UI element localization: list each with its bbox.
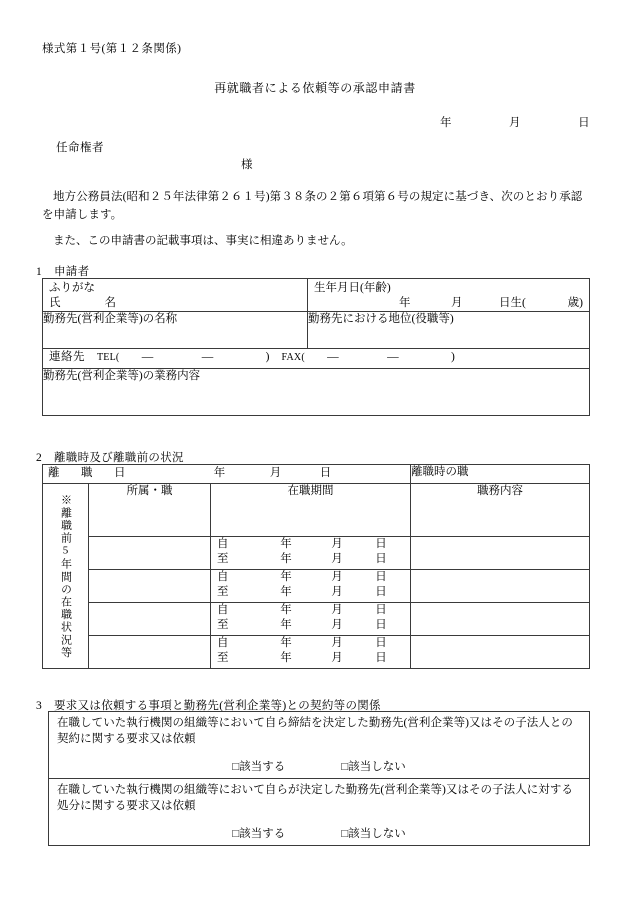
applicant-name-cell[interactable] [43,279,308,312]
from-day-label: 日 [375,604,387,616]
to-day-label: 日 [375,652,387,664]
from-month-label: 月 [331,604,343,616]
from-month-label: 月 [331,571,343,583]
page-title: 再就職者による依頼等の承認申請書 [214,81,416,95]
to-label: 至 [217,619,229,631]
col-header-affiliation: 所属・職 [89,484,211,537]
vertical-label-cell [43,484,89,669]
from-day-label: 日 [375,571,387,583]
section3-title: 要求又は依頼する事項と勤務先(営利企業等)との契約等の関係 [54,700,381,712]
dob-label: 生年月日(年齢) [314,282,391,294]
from-label: 自 [217,604,229,616]
period-cell[interactable] [211,603,411,636]
col-header-duties: 職務内容 [411,484,590,537]
tel-label: TEL( [97,352,120,363]
checkbox-applicable[interactable]: □該当する [232,761,286,773]
period-to-row [211,552,410,567]
leave-date-fields [43,465,410,481]
section2-heading [36,449,184,465]
dob-fields [308,296,589,311]
submission-date-line [440,114,590,130]
appointer-label: 任命権者 [56,142,104,154]
from-day-label: 日 [375,538,387,550]
applicant-dob-cell[interactable] [308,279,590,312]
date-month-label: 月 [509,117,521,129]
table-row [43,484,590,537]
from-year-label: 年 [280,604,292,616]
dob-day-label: 日生( [499,297,526,309]
contract-clause-cell-2 [49,779,590,846]
period-from-row [211,636,410,651]
clause-text: 在職していた執行機関の組織等において自ら締結を決定した勤務先(営利企業等)又はその子法人との契約に関する要求又は依頼 [57,717,573,745]
to-label: 至 [217,652,229,664]
period-from-row [211,603,410,618]
to-month-label: 月 [331,586,343,598]
to-year-label: 年 [280,586,292,598]
affiliation-cell[interactable] [89,603,211,636]
period-to-row [211,585,410,600]
section1-title: 申請者 [54,266,90,278]
workplace-position-cell[interactable]: 勤務先における地位(役職等) [308,312,590,349]
from-label: 自 [217,637,229,649]
checkbox-not-applicable[interactable]: □該当しない [341,828,406,840]
table-row [43,369,590,416]
period-to-row [211,651,410,666]
to-year-label: 年 [280,619,292,631]
leave-year-label: 年 [213,467,226,479]
contract-clause-cell-1 [49,712,590,779]
contact-cell[interactable] [43,349,590,369]
to-label: 至 [217,586,229,598]
duties-cell[interactable] [411,603,590,636]
to-year-label: 年 [280,652,292,664]
tel-dash-1: ― [141,351,154,363]
to-month-label: 月 [331,553,343,565]
table-row [43,636,590,669]
furigana-label: ふりがな [49,282,95,294]
applicant-table [42,278,590,416]
truth-statement-paragraph: また、この申請書の記載事項は、事実に相違ありません。 [53,235,353,247]
period-from-row [211,537,410,552]
duties-cell[interactable] [411,537,590,570]
fax-label: FAX( [281,352,305,363]
table-row [43,537,590,570]
dob-year-label: 年 [399,297,411,309]
contact-label: 連絡先 [49,351,85,363]
tel-dash-2: ― [201,351,214,363]
from-day-label: 日 [375,637,387,649]
period-cell[interactable] [211,537,411,570]
affiliation-cell[interactable] [89,570,211,603]
form-number: 様式第１号(第１２条関係) [42,43,182,55]
checkbox-not-applicable[interactable]: □該当しない [341,761,406,773]
period-to-row [211,618,410,633]
section2-number: 2 [36,452,43,464]
section1-heading [36,263,89,279]
from-year-label: 年 [280,637,292,649]
legal-basis-paragraph [42,188,590,224]
from-label: 自 [217,538,229,550]
col-header-period: 在職期間 [211,484,411,537]
fax-dash-1: ― [327,351,339,363]
duties-cell[interactable] [411,570,590,603]
business-content-cell[interactable]: 勤務先(営利企業等)の業務内容 [43,369,590,416]
clause-text: 在職していた執行機関の組織等において自らが決定した勤務先(営利企業等)又はその子法人に対する処分に関する要求又は依頼 [57,784,573,812]
section1-number: 1 [36,266,43,278]
clause-checkbox-group [49,760,589,775]
table-row [43,349,590,369]
section3-number: 3 [36,700,43,712]
date-day-label: 日 [578,117,590,129]
period-from-row [211,570,410,585]
name-label: 氏 名 [49,297,123,309]
table-row [43,312,590,349]
legal-basis-text: 地方公務員法(昭和２５年法律第２６１号)第３８条の２第６項第６号の規定に基づき、次のとおり承認を申請します。 [42,191,583,221]
clause-checkbox-group [49,827,589,842]
to-day-label: 日 [375,586,387,598]
fax-dash-2: ― [387,351,399,363]
date-year-label: 年 [440,117,452,129]
leave-position-cell[interactable]: 離職時の職 [411,465,590,484]
checkbox-applicable[interactable]: □該当する [232,828,286,840]
dob-month-label: 月 [451,297,463,309]
period-cell[interactable] [211,570,411,603]
leave-date-label: 離 職 日 [48,467,131,479]
dob-age-label: 歳) [567,297,583,309]
table-row [43,570,590,603]
table-row [43,279,590,312]
period-cell[interactable] [211,636,411,669]
affiliation-cell[interactable] [89,636,211,669]
appointer-honorific: 様 [241,159,253,171]
contract-relation-table [48,711,590,846]
leave-status-table [42,464,590,669]
leave-month-label: 月 [269,467,282,479]
to-day-label: 日 [375,553,387,565]
from-year-label: 年 [280,571,292,583]
table-row [49,712,590,779]
to-month-label: 月 [331,619,343,631]
leave-day-label: 日 [319,467,332,479]
table-row [49,779,590,846]
tel-paren-close: ) [265,351,270,363]
to-day-label: 日 [375,619,387,631]
from-month-label: 月 [331,637,343,649]
from-label: 自 [217,571,229,583]
section2-title: 離職時及び離職前の状況 [54,452,184,464]
table-row [43,465,590,484]
to-month-label: 月 [331,652,343,664]
affiliation-cell[interactable] [89,537,211,570]
fax-paren-close: ) [451,351,455,363]
table-row [43,603,590,636]
to-label: 至 [217,553,229,565]
contact-fields [43,349,589,365]
duties-cell[interactable] [411,636,590,669]
vertical-label-text: ※離職前5年間の在職状況等 [59,493,72,659]
to-year-label: 年 [280,553,292,565]
leave-date-cell[interactable] [43,465,411,484]
from-year-label: 年 [280,538,292,550]
from-month-label: 月 [331,538,343,550]
workplace-name-cell[interactable]: 勤務先(営利企業等)の名称 [43,312,308,349]
